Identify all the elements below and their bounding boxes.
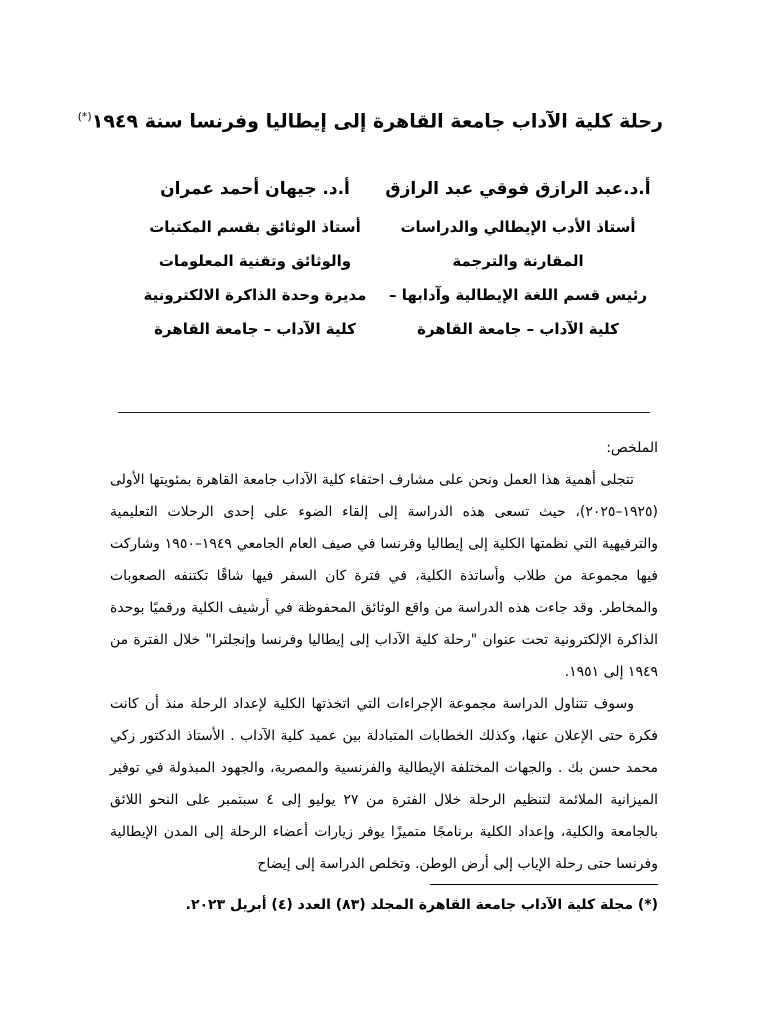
abstract-section [110, 432, 658, 880]
author-name: أ.د.عبد الرازق فوقي عبد الرازق [385, 179, 651, 199]
section-divider [118, 412, 650, 413]
author-affiliation-line: رئيس قسم اللغة الإيطالية وآدابها – [388, 286, 648, 304]
author-block-2 [105, 178, 405, 346]
abstract-paragraph-2: وسوف تتناول الدراسة مجموعة الإجراءات التي اتخذتها الكلية لإعداد الرحلة منذ أن كانت فكرة حتى الإعلان عنها، وكذلك الخطابات المتبادلة بين عميد كلية الآداب . الأستاذ الدكتور زكي محمد حسن بك . والجهات المختلفة الإيطالية والفرنسية والمصرية، والجهود المبذولة في توفير الميزانية الملائمة لتنظيم الرحلة خلال الفترة من ٢٧ يوليو إلى ٤ سبتمبر على النحو اللائق بالجامعة والكلية، وإعداد الكلية برنامجًا متميزًا يوفر زيارات أعضاء الرحلة إلى المدن الإيطالية وفرنسا حتى رحلة الإياب إلى أرض الوطن. وتخلص الدراسة إلى إيضاح [110, 696, 658, 872]
author-affiliation-line: كلية الآداب – جامعة القاهرة [154, 320, 356, 338]
author-affiliation-line: أستاذ الوثائق بقسم المكتبات [149, 218, 361, 236]
paper-title-text: رحلة كلية الآداب جامعة القاهرة إلى إيطاليا وفرنسا سنة ١٩٤٩ [91, 110, 663, 133]
paper-title [77, 110, 663, 133]
author-affiliation-line: والوثائق وتقنية المعلومات [158, 252, 352, 270]
author-name: أ.د. جيهان أحمد عمران [160, 179, 350, 199]
abstract-heading: الملخص: [606, 440, 658, 456]
author-block-1 [368, 178, 668, 346]
abstract-paragraph-1: تتجلى أهمية هذا العمل ونحن على مشارف احتفاء كلية الآداب جامعة القاهرة بمئويتها الأولى (١٩٢٥–٢٠٢٥)، حيث تسعى هذه الدراسة إلى إلقاء الضوء على إحدى الرحلات التعليمية والترفيهية التي نظمتها الكلية إلى إيطاليا وفرنسا في صيف العام الجامعي ١٩٤٩–١٩٥٠ وشاركت فيها مجموعة من طلاب وأساتذة الكلية، في فترة كان السفر فيها شاقًا تكتنفه الصعوبات والمخاطر. وقد جاءت هذه الدراسة من واقع الوثائق المحفوظة في أرشيف الكلية ورقميًا بوحدة الذاكرة الإلكترونية تحت عنوان "رحلة كلية الآداب إلى إيطاليا وفرنسا وإنجلترا" خلال الفترة من ١٩٤٩ إلى ١٩٥١. [110, 472, 658, 680]
author-affiliation-line: مديرة وحدة الذاكرة الالكترونية [143, 286, 367, 304]
footnote: (*) مجلة كلية الآداب جامعة القاهرة المجلد (٨٣) العدد (٤) أبريل ٢٠٢٣. [185, 897, 658, 913]
author-affiliation-line: أستاذ الأدب الإيطالي والدراسات [400, 218, 636, 236]
footnote-divider [430, 884, 658, 885]
author-affiliation-line: كلية الآداب – جامعة القاهرة [417, 320, 619, 338]
author-affiliation-line: المقارنة والترجمة [452, 252, 584, 270]
title-footnote-mark: (*) [77, 110, 92, 123]
